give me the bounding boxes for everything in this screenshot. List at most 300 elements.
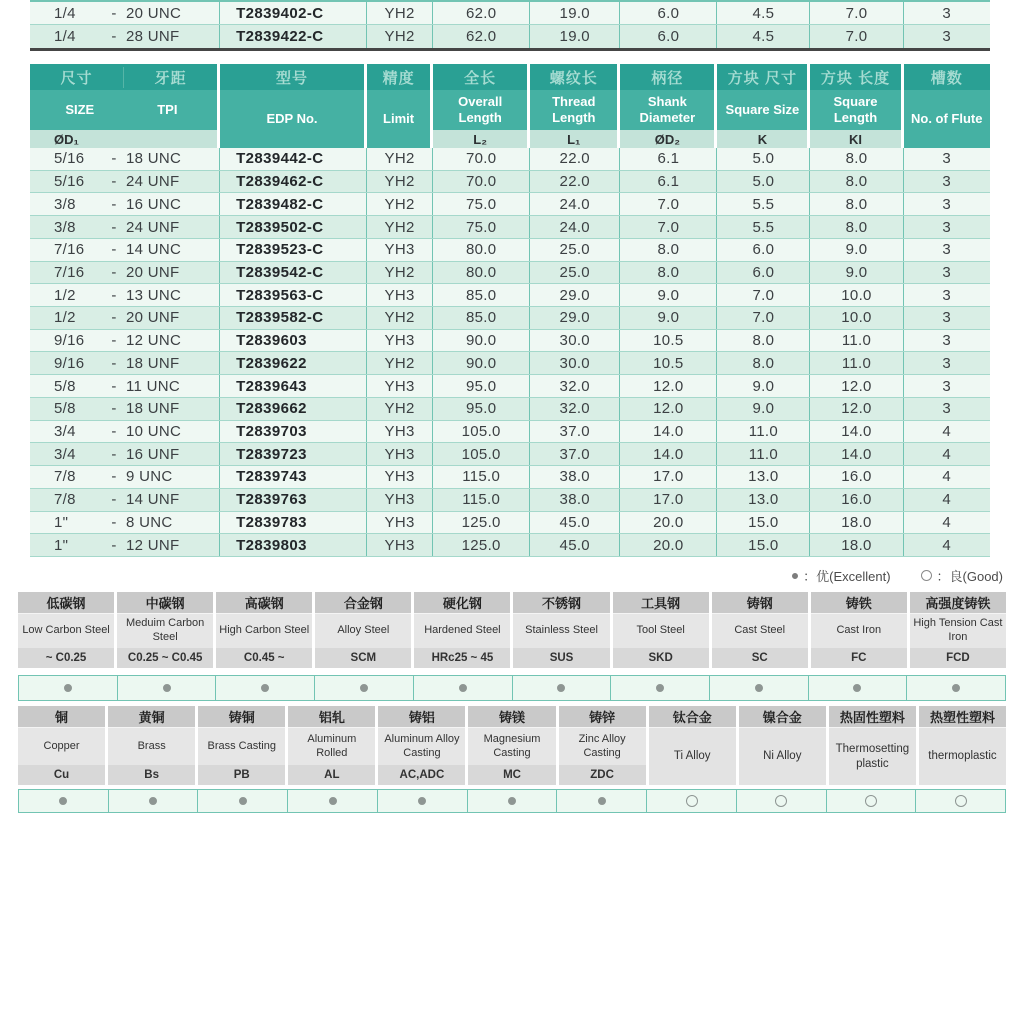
material-column xyxy=(414,592,513,668)
cell-flutes: 3 xyxy=(942,150,952,168)
size-dash: - xyxy=(111,491,117,509)
cell-shank-diameter: 6.1 xyxy=(620,171,717,193)
material-name-en: Alloy Steel xyxy=(315,614,411,648)
material-name-zh: 铸镁 xyxy=(468,706,555,728)
material-name-en: High Carbon Steel xyxy=(216,614,312,648)
cell-flutes: 4 xyxy=(942,468,952,486)
cell-edp-no: T2839662 xyxy=(220,398,367,420)
cell-limit: YH3 xyxy=(367,284,433,306)
rating-legend xyxy=(30,566,1003,585)
cell-flutes: 4 xyxy=(942,422,952,440)
rating-cell xyxy=(513,676,612,700)
cell-overall-length: 70.0 xyxy=(433,148,530,170)
rating-cell xyxy=(710,676,809,700)
cell-square-length: 7.0 xyxy=(810,25,903,48)
rating-cell xyxy=(19,676,118,700)
cell-square-length: 14.0 xyxy=(810,421,903,443)
cell-thread-length: 32.0 xyxy=(530,375,620,397)
table-row xyxy=(30,443,990,466)
header-col-square-size xyxy=(717,64,810,148)
cell-square-length: 11.0 xyxy=(810,352,903,374)
rating-cell xyxy=(468,790,558,812)
material-name-en: Magnesium Casting xyxy=(468,728,555,765)
cell-overall-length: 95.0 xyxy=(433,398,530,420)
cell-edp-no: T2839703 xyxy=(220,421,367,443)
cell-square-length: 16.0 xyxy=(810,466,903,488)
cell-size xyxy=(30,239,220,261)
cell-edp-no: T2839523-C xyxy=(220,239,367,261)
cell-square-size: 4.5 xyxy=(717,2,810,24)
header-en-square-size: Square Size xyxy=(717,90,807,130)
header-col-size-tpi xyxy=(30,64,220,148)
cell-square-length: 18.0 xyxy=(810,512,903,534)
size-fraction: 7/8 xyxy=(54,491,76,509)
good-rating-icon xyxy=(775,795,787,807)
material-name-zh: 铸锌 xyxy=(559,706,646,728)
rating-cell xyxy=(916,790,1005,812)
header-zh-square-size: 方块 尺寸 xyxy=(717,64,807,90)
cell-edp-no: T2839622 xyxy=(220,352,367,374)
material-column xyxy=(811,592,910,668)
cell-overall-length: 125.0 xyxy=(433,512,530,534)
excellent-rating-icon xyxy=(459,684,467,692)
cell-square-length: 10.0 xyxy=(810,307,903,329)
cell-overall-length: 62.0 xyxy=(433,25,530,48)
cell-flutes: 3 xyxy=(942,241,952,259)
header-zh-size: 尺寸 xyxy=(30,67,124,88)
header-col-thread-length xyxy=(530,64,620,148)
size-fraction: 5/16 xyxy=(54,173,85,191)
material-code: FC xyxy=(811,648,907,668)
material-name-zh: 镍合金 xyxy=(739,706,826,728)
cell-limit: YH2 xyxy=(367,307,433,329)
material-column xyxy=(712,592,811,668)
material-name-zh: 高强度铸铁 xyxy=(910,592,1006,614)
header-en-thread: Thread Length xyxy=(530,90,617,130)
cell-flutes: 4 xyxy=(942,536,952,554)
material-column xyxy=(829,706,919,785)
cell-flutes: 3 xyxy=(942,263,952,281)
cell-square-size: 6.0 xyxy=(717,262,810,284)
material-name-zh: 中碳钢 xyxy=(117,592,213,614)
legend-excellent-label: ：优(Excellent) xyxy=(803,569,891,584)
material-name-en: Thermosetting plastic xyxy=(829,728,916,785)
material-column xyxy=(739,706,829,785)
header-en-edp: EDP No. xyxy=(220,90,364,148)
cell-size xyxy=(30,216,220,238)
table-row xyxy=(30,352,990,375)
size-dash: - xyxy=(111,445,117,463)
size-dash: - xyxy=(111,354,117,372)
cell-size xyxy=(30,466,220,488)
cell-thread-length: 37.0 xyxy=(530,443,620,465)
cell-shank-diameter: 20.0 xyxy=(620,534,717,556)
cell-overall-length: 75.0 xyxy=(433,193,530,215)
cell-square-size: 13.0 xyxy=(717,489,810,511)
rating-cell xyxy=(611,676,710,700)
cell-square-size: 5.5 xyxy=(717,216,810,238)
material-name-zh: 铸铝 xyxy=(378,706,465,728)
size-dash: - xyxy=(111,536,117,554)
cell-square-length: 11.0 xyxy=(810,330,903,352)
cell-size xyxy=(30,262,220,284)
size-dash: - xyxy=(111,468,117,486)
rating-cell xyxy=(557,790,647,812)
table-row xyxy=(30,466,990,489)
cell-square-length: 12.0 xyxy=(810,398,903,420)
rating-cell xyxy=(216,676,315,700)
cell-flutes: 3 xyxy=(942,354,952,372)
cell-thread-length: 29.0 xyxy=(530,307,620,329)
cell-shank-diameter: 17.0 xyxy=(620,489,717,511)
size-thread: 28 UNF xyxy=(126,28,180,45)
rating-cell xyxy=(198,790,288,812)
size-thread: 14 UNF xyxy=(126,491,180,509)
cell-shank-diameter: 9.0 xyxy=(620,284,717,306)
material-name-en: Meduim Carbon Steel xyxy=(117,614,213,648)
table-row xyxy=(30,307,990,330)
excellent-rating-icon xyxy=(239,797,247,805)
nonferrous-materials-ratings xyxy=(18,789,1006,813)
size-thread: 16 UNF xyxy=(126,445,180,463)
size-thread: 18 UNF xyxy=(126,354,180,372)
material-name-zh: 合金钢 xyxy=(315,592,411,614)
size-fraction: 7/16 xyxy=(54,241,85,259)
cell-limit: YH2 xyxy=(367,25,433,48)
material-code: Cu xyxy=(18,765,105,785)
header-col-overall-length xyxy=(433,64,530,148)
size-thread: 12 UNF xyxy=(126,536,180,554)
excellent-rating-icon xyxy=(64,684,72,692)
cell-square-size: 13.0 xyxy=(717,466,810,488)
size-thread: 24 UNF xyxy=(126,173,180,191)
cell-shank-diameter: 6.0 xyxy=(620,25,717,48)
material-name-zh: 钛合金 xyxy=(649,706,736,728)
table-row xyxy=(30,239,990,262)
cell-size xyxy=(30,421,220,443)
cell-size xyxy=(30,307,220,329)
cell-limit: YH2 xyxy=(367,262,433,284)
material-code: ZDC xyxy=(559,765,646,785)
material-code: SCM xyxy=(315,648,411,668)
size-thread: 10 UNC xyxy=(126,422,182,440)
header-en-flutes: No. of Flute xyxy=(904,90,990,148)
cell-edp-no: T2839763 xyxy=(220,489,367,511)
size-fraction: 1/2 xyxy=(54,286,76,304)
size-dash: - xyxy=(111,195,117,213)
size-thread: 24 UNF xyxy=(126,218,180,236)
cell-edp-no: T2839783 xyxy=(220,512,367,534)
table-row xyxy=(30,534,990,557)
header-sub-kl: KI xyxy=(810,130,900,148)
material-name-zh: 铝轧 xyxy=(288,706,375,728)
header-sub-d2: ØD₂ xyxy=(620,130,714,148)
cell-thread-length: 30.0 xyxy=(530,330,620,352)
material-name-en: Cast Iron xyxy=(811,614,907,648)
excellent-rating-icon xyxy=(557,684,565,692)
cell-thread-length: 22.0 xyxy=(530,171,620,193)
header-col-limit xyxy=(367,64,433,148)
size-fraction: 9/16 xyxy=(54,354,85,372)
excellent-rating-icon xyxy=(952,684,960,692)
material-code: C0.25 ~ C0.45 xyxy=(117,648,213,668)
cell-size xyxy=(30,284,220,306)
material-column xyxy=(216,592,315,668)
material-name-zh: 热固性塑料 xyxy=(829,706,916,728)
size-fraction: 1/4 xyxy=(54,28,76,45)
rating-cell xyxy=(414,676,513,700)
size-thread: 9 UNC xyxy=(126,468,173,486)
material-code: Bs xyxy=(108,765,195,785)
cell-size xyxy=(30,148,220,170)
header-zh-thread: 螺纹长 xyxy=(530,64,617,90)
size-dash: - xyxy=(111,422,117,440)
cell-shank-diameter: 14.0 xyxy=(620,421,717,443)
rating-cell xyxy=(288,790,378,812)
material-code: SKD xyxy=(613,648,709,668)
material-name-en: Brass Casting xyxy=(198,728,285,765)
material-name-zh: 铸铜 xyxy=(198,706,285,728)
excellent-rating-icon xyxy=(59,797,67,805)
material-column xyxy=(198,706,288,785)
cell-size xyxy=(30,171,220,193)
cell-overall-length: 70.0 xyxy=(433,171,530,193)
size-thread: 20 UNC xyxy=(126,4,182,22)
cell-flutes: 3 xyxy=(942,332,952,350)
cell-edp-no: T2839462-C xyxy=(220,171,367,193)
material-column xyxy=(468,706,558,785)
cell-limit: YH3 xyxy=(367,512,433,534)
header-sub-k: K xyxy=(717,130,807,148)
material-name-en: Low Carbon Steel xyxy=(18,614,114,648)
material-name-en: Hardened Steel xyxy=(414,614,510,648)
cell-edp-no: T2839643 xyxy=(220,375,367,397)
rating-cell xyxy=(315,676,414,700)
header-col-flutes xyxy=(904,64,990,148)
cell-overall-length: 105.0 xyxy=(433,421,530,443)
cell-square-length: 8.0 xyxy=(810,148,903,170)
cell-flutes: 3 xyxy=(942,309,952,327)
legend-good xyxy=(921,566,1003,585)
header-zh-square-length: 方块 长度 xyxy=(810,64,900,90)
cell-edp-no: T2839563-C xyxy=(220,284,367,306)
nonferrous-materials-table xyxy=(18,706,1006,813)
spec-table-body xyxy=(30,148,990,557)
size-dash: - xyxy=(111,4,117,22)
header-sub-l1: L₁ xyxy=(530,130,617,148)
size-dash: - xyxy=(111,218,117,236)
cell-thread-length: 25.0 xyxy=(530,239,620,261)
rating-cell xyxy=(827,790,917,812)
table-row xyxy=(30,171,990,194)
table-row xyxy=(30,398,990,421)
size-thread: 18 UNF xyxy=(126,400,180,418)
size-dash: - xyxy=(111,28,117,45)
excellent-rating-icon xyxy=(853,684,861,692)
size-dash: - xyxy=(111,241,117,259)
cell-flutes: 3 xyxy=(942,28,952,45)
size-thread: 18 UNC xyxy=(126,150,182,168)
table-row xyxy=(30,193,990,216)
excellent-rating-icon xyxy=(261,684,269,692)
material-name-en: thermoplastic xyxy=(919,728,1006,785)
header-sub-l2: L₂ xyxy=(433,130,527,148)
cell-square-size: 11.0 xyxy=(717,443,810,465)
material-name-zh: 不锈钢 xyxy=(513,592,609,614)
cell-size xyxy=(30,25,220,48)
cell-size xyxy=(30,534,220,556)
cell-limit: YH3 xyxy=(367,239,433,261)
excellent-rating-icon xyxy=(329,797,337,805)
material-name-en: Stainless Steel xyxy=(513,614,609,648)
size-dash: - xyxy=(111,173,117,191)
cell-flutes: 3 xyxy=(942,400,952,418)
material-column xyxy=(910,592,1006,668)
material-name-zh: 低碳钢 xyxy=(18,592,114,614)
legend-good-label: ：良(Good) xyxy=(936,569,1003,584)
cell-thread-length: 19.0 xyxy=(530,2,620,24)
size-fraction: 3/4 xyxy=(54,422,76,440)
cell-size xyxy=(30,375,220,397)
cell-limit: YH2 xyxy=(367,2,433,24)
cell-size xyxy=(30,512,220,534)
rating-cell xyxy=(109,790,199,812)
size-dash: - xyxy=(111,400,117,418)
cell-shank-diameter: 12.0 xyxy=(620,398,717,420)
cell-overall-length: 75.0 xyxy=(433,216,530,238)
size-thread: 12 UNC xyxy=(126,332,182,350)
size-fraction: 5/8 xyxy=(54,377,76,395)
material-name-en: Ni Alloy xyxy=(739,728,826,785)
cell-size xyxy=(30,489,220,511)
cell-overall-length: 85.0 xyxy=(433,284,530,306)
cell-overall-length: 85.0 xyxy=(433,307,530,329)
size-fraction: 5/16 xyxy=(54,150,85,168)
cell-flutes: 3 xyxy=(942,173,952,191)
spec-table xyxy=(30,64,990,557)
cell-edp-no: T2839482-C xyxy=(220,193,367,215)
cell-square-length: 9.0 xyxy=(810,262,903,284)
material-code: HRc25 ~ 45 xyxy=(414,648,510,668)
cell-shank-diameter: 8.0 xyxy=(620,262,717,284)
size-dash: - xyxy=(111,309,117,327)
cell-overall-length: 105.0 xyxy=(433,443,530,465)
cell-edp-no: T2839582-C xyxy=(220,307,367,329)
cell-shank-diameter: 17.0 xyxy=(620,466,717,488)
cell-limit: YH3 xyxy=(367,330,433,352)
cell-shank-diameter: 9.0 xyxy=(620,307,717,329)
cell-shank-diameter: 8.0 xyxy=(620,239,717,261)
excellent-rating-icon xyxy=(360,684,368,692)
size-fraction: 3/4 xyxy=(54,445,76,463)
cell-size xyxy=(30,193,220,215)
size-thread: 8 UNC xyxy=(126,513,173,531)
size-thread: 16 UNC xyxy=(126,195,182,213)
cell-square-size: 9.0 xyxy=(717,375,810,397)
header-en-tpi: TPI xyxy=(157,102,178,118)
cell-shank-diameter: 6.0 xyxy=(620,2,717,24)
cell-flutes: 4 xyxy=(942,491,952,509)
nonferrous-materials-header xyxy=(18,706,1006,785)
cell-square-size: 8.0 xyxy=(717,352,810,374)
material-column xyxy=(613,592,712,668)
cell-square-length: 10.0 xyxy=(810,284,903,306)
size-fraction: 5/8 xyxy=(54,400,76,418)
cell-shank-diameter: 14.0 xyxy=(620,443,717,465)
size-fraction: 9/16 xyxy=(54,332,85,350)
cell-size xyxy=(30,330,220,352)
size-thread: 14 UNC xyxy=(126,241,182,259)
cell-size xyxy=(30,2,220,24)
material-name-en: Ti Alloy xyxy=(649,728,736,785)
table-row xyxy=(30,284,990,307)
excellent-rating-icon xyxy=(418,797,426,805)
cell-limit: YH2 xyxy=(367,193,433,215)
material-name-zh: 铸铁 xyxy=(811,592,907,614)
cell-flutes: 3 xyxy=(942,377,952,395)
material-code: MC xyxy=(468,765,555,785)
cell-square-size: 15.0 xyxy=(717,534,810,556)
cell-thread-length: 29.0 xyxy=(530,284,620,306)
header-zh-tpi: 牙距 xyxy=(154,69,187,87)
header-zh-size-tpi xyxy=(30,64,217,90)
material-column xyxy=(108,706,198,785)
cell-thread-length: 19.0 xyxy=(530,25,620,48)
cell-overall-length: 62.0 xyxy=(433,2,530,24)
size-dash: - xyxy=(111,263,117,281)
cell-shank-diameter: 10.5 xyxy=(620,352,717,374)
cell-square-length: 12.0 xyxy=(810,375,903,397)
cell-square-size: 7.0 xyxy=(717,284,810,306)
cell-shank-diameter: 7.0 xyxy=(620,193,717,215)
size-fraction: 1/4 xyxy=(54,4,76,22)
material-code: C0.45 ~ xyxy=(216,648,312,668)
cell-edp-no: T2839402-C xyxy=(220,2,367,24)
cell-edp-no: T2839603 xyxy=(220,330,367,352)
cell-shank-diameter: 20.0 xyxy=(620,512,717,534)
legend-excellent xyxy=(792,566,890,585)
size-thread: 20 UNF xyxy=(126,263,180,281)
excellent-rating-icon xyxy=(508,797,516,805)
rating-cell xyxy=(19,790,109,812)
spec-table-rows xyxy=(30,2,990,48)
header-zh-limit: 精度 xyxy=(367,64,430,90)
header-zh-edp: 型号 xyxy=(220,64,364,90)
cell-overall-length: 115.0 xyxy=(433,466,530,488)
cell-flutes: 3 xyxy=(942,218,952,236)
material-name-en: High Tension Cast Iron xyxy=(910,614,1006,648)
cell-shank-diameter: 6.1 xyxy=(620,148,717,170)
material-name-en: Cast Steel xyxy=(712,614,808,648)
cell-square-size: 8.0 xyxy=(717,330,810,352)
header-en-limit: Limit xyxy=(367,90,430,148)
cell-size xyxy=(30,443,220,465)
size-fraction: 1/2 xyxy=(54,309,76,327)
header-col-square-length xyxy=(810,64,903,148)
size-dash: - xyxy=(111,513,117,531)
cell-size xyxy=(30,398,220,420)
cell-square-size: 15.0 xyxy=(717,512,810,534)
cell-limit: YH2 xyxy=(367,352,433,374)
header-en-shank: Shank Diameter xyxy=(620,90,714,130)
cell-edp-no: T2839803 xyxy=(220,534,367,556)
cell-square-size: 5.0 xyxy=(717,148,810,170)
table-row xyxy=(30,216,990,239)
cell-edp-no: T2839502-C xyxy=(220,216,367,238)
cell-shank-diameter: 10.5 xyxy=(620,330,717,352)
good-rating-icon xyxy=(955,795,967,807)
material-column xyxy=(315,592,414,668)
